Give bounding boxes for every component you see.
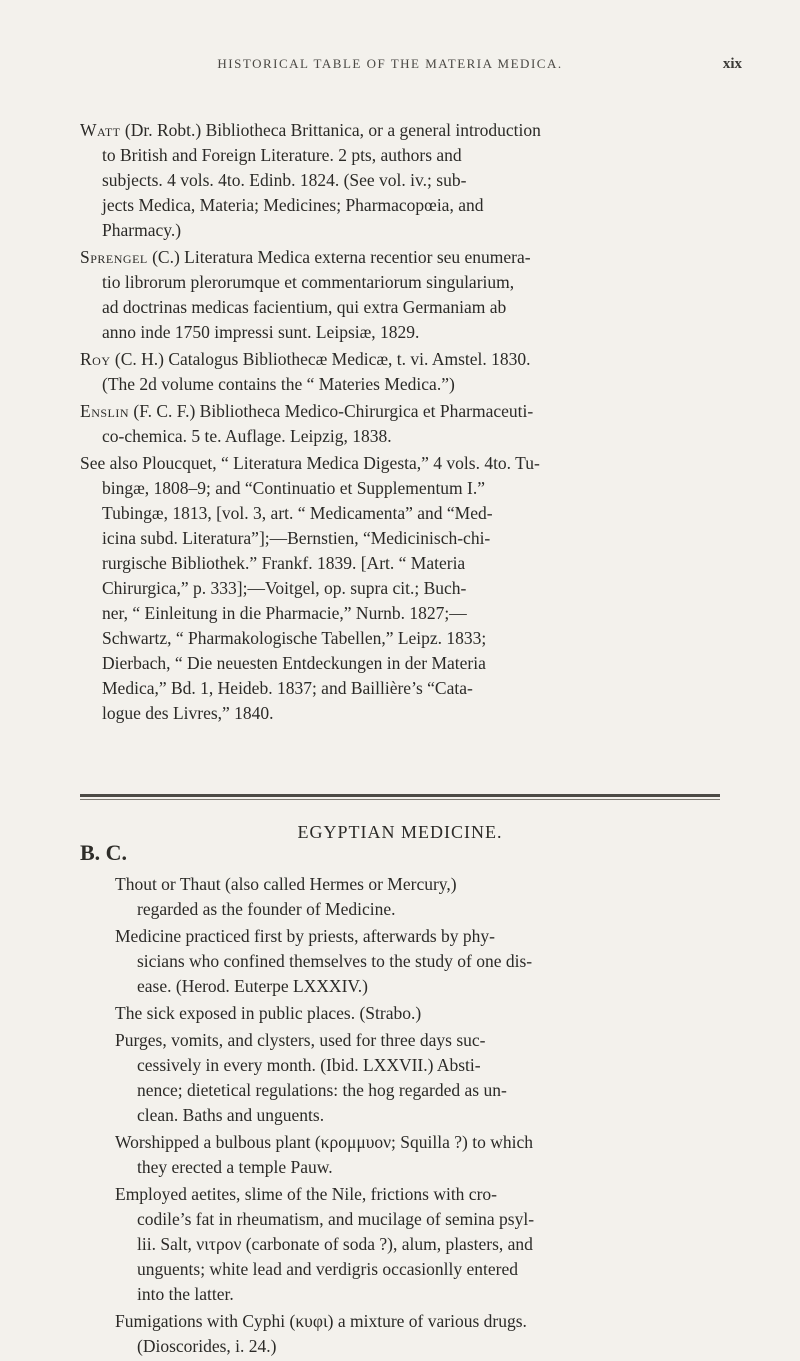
entry-line bbox=[80, 526, 730, 551]
entry-text: icina subd. Literatura”];—Bernstien, “Medicinisch-chi- bbox=[102, 528, 491, 548]
entry-text: See also Ploucquet, “ Literatura Medica Digesta,” 4 vols. 4to. Tu- bbox=[80, 453, 540, 473]
entry-line bbox=[80, 399, 730, 424]
page-number: xix bbox=[722, 56, 742, 72]
entry-line bbox=[80, 601, 730, 626]
entry-text: subjects. 4 vols. 4to. Edinb. 1824. (See vol. iv.; sub- bbox=[102, 170, 467, 190]
entry-line: Purges, vomits, and clysters, used for three days suc- bbox=[115, 1030, 486, 1050]
entry-line bbox=[80, 218, 730, 243]
entry-text: (Dr. Robt.) Bibliotheca Brittanica, or a general introduction bbox=[120, 120, 541, 140]
entry-text: logue des Livres,” 1840. bbox=[102, 703, 274, 723]
entry-line bbox=[80, 347, 730, 372]
entry-line bbox=[80, 701, 730, 726]
entry-line: lii. Salt, νιτρον (carbonate of soda ?), alum, plasters, and bbox=[137, 1234, 533, 1254]
entry-line bbox=[80, 295, 730, 320]
entry-text: Schwartz, “ Pharmakologische Tabellen,” Leipz. 1833; bbox=[102, 628, 487, 648]
entry-line: they erected a temple Pauw. bbox=[137, 1157, 333, 1177]
entry-line: (Dioscorides, i. 24.) bbox=[137, 1336, 277, 1356]
entry-line: clean. Baths and unguents. bbox=[137, 1105, 325, 1125]
author-name: Roy bbox=[80, 349, 111, 369]
entry-line bbox=[80, 424, 730, 449]
history-entry bbox=[115, 1309, 735, 1359]
section-divider bbox=[80, 794, 720, 797]
entry-line bbox=[80, 476, 730, 501]
entry-line bbox=[80, 245, 730, 270]
entry-text: tio librorum plerorumque et commentariorum singularium, bbox=[102, 272, 515, 292]
entry-line: Fumigations with Cyphi (κυφι) a mixture of various drugs. bbox=[115, 1311, 527, 1331]
entry-line bbox=[80, 118, 730, 143]
bibliography-entry bbox=[80, 399, 730, 449]
entry-line: nence; dietetical regulations: the hog regarded as un- bbox=[137, 1080, 507, 1100]
entry-text: Pharmacy.) bbox=[102, 220, 182, 240]
entry-line: regarded as the founder of Medicine. bbox=[137, 899, 396, 919]
entry-text: Tubingæ, 1813, [vol. 3, art. “ Medicamenta” and “Med- bbox=[102, 503, 493, 523]
entry-text: (The 2d volume contains the “ Materies Medica.”) bbox=[102, 374, 455, 394]
history-entry bbox=[115, 924, 735, 999]
entry-line: The sick exposed in public places. (Strabo.) bbox=[115, 1003, 422, 1023]
entry-text: rurgische Bibliothek.” Frankf. 1839. [Art. “ Materia bbox=[102, 553, 466, 573]
section-title: EGYPTIAN MEDICINE. bbox=[297, 822, 503, 842]
entry-text: (C.) Literatura Medica externa recentior seu enumera- bbox=[147, 247, 531, 267]
author-name: Watt bbox=[80, 120, 121, 140]
entry-line bbox=[80, 372, 730, 397]
history-entry bbox=[115, 1182, 735, 1307]
entry-line bbox=[80, 676, 730, 701]
running-head: HISTORICAL TABLE OF THE MATERIA MEDICA. bbox=[217, 56, 563, 71]
bibliography-entry bbox=[80, 118, 730, 243]
entry-line: Thout or Thaut (also called Hermes or Mercury,) bbox=[115, 874, 457, 894]
entry-line bbox=[80, 320, 730, 345]
entry-line bbox=[80, 270, 730, 295]
entry-text: jects Medica, Materia; Medicines; Pharmacopœia, and bbox=[102, 195, 484, 215]
section-divider-thin bbox=[80, 799, 720, 800]
entry-line: unguents; white lead and verdigris occasionlly entered bbox=[137, 1259, 518, 1279]
entry-line: into the latter. bbox=[137, 1284, 234, 1304]
history-entry bbox=[115, 1028, 735, 1128]
author-name: Sprengel bbox=[80, 247, 148, 267]
bibliography-entry bbox=[80, 347, 730, 397]
entry-line bbox=[80, 501, 730, 526]
author-name: Enslin bbox=[80, 401, 130, 421]
entry-text: bingæ, 1808–9; and “Continuatio et Supplementum I.” bbox=[102, 478, 486, 498]
bibliography-entry bbox=[80, 451, 730, 726]
entry-text: Chirurgica,” p. 333];—Voitgel, op. supra cit.; Buch- bbox=[102, 578, 467, 598]
entry-text: Medica,” Bd. 1, Heideb. 1837; and Baillière’s “Cata- bbox=[102, 678, 473, 698]
entry-text: to British and Foreign Literature. 2 pts, authors and bbox=[102, 145, 462, 165]
entry-line: Worshipped a bulbous plant (κρομμυον; Squilla ?) to which bbox=[115, 1132, 533, 1152]
bibliography-list bbox=[80, 118, 730, 728]
egyptian-medicine-list bbox=[115, 872, 735, 1361]
entry-line: cessively in every month. (Ibid. LXXVII.) Absti- bbox=[137, 1055, 481, 1075]
entry-text: ner, “ Einleitung in die Pharmacie,” Nurnb. 1827;— bbox=[102, 603, 467, 623]
era-label: B. C. bbox=[80, 840, 128, 865]
entry-line bbox=[80, 143, 730, 168]
entry-text: anno inde 1750 impressi sunt. Leipsiæ, 1829. bbox=[102, 322, 420, 342]
bibliography-entry bbox=[80, 245, 730, 345]
entry-line bbox=[80, 626, 730, 651]
entry-text: (F. C. F.) Bibliotheca Medico-Chirurgica et Pharmaceuti- bbox=[129, 401, 534, 421]
entry-line: codile’s fat in rheumatism, and mucilage of semina psyl- bbox=[137, 1209, 535, 1229]
history-entry bbox=[115, 1130, 735, 1180]
entry-line bbox=[80, 193, 730, 218]
entry-text: (C. H.) Catalogus Bibliothecæ Medicæ, t. vi. Amstel. 1830. bbox=[110, 349, 531, 369]
entry-line bbox=[80, 451, 730, 476]
history-entry bbox=[115, 872, 735, 922]
entry-line: Medicine practiced first by priests, afterwards by phy- bbox=[115, 926, 496, 946]
entry-text: Dierbach, “ Die neuesten Entdeckungen in der Materia bbox=[102, 653, 486, 673]
entry-line bbox=[80, 576, 730, 601]
entry-text: co-chemica. 5 te. Auflage. Leipzig, 1838. bbox=[102, 426, 392, 446]
entry-line bbox=[80, 551, 730, 576]
entry-line: ease. (Herod. Euterpe LXXXIV.) bbox=[137, 976, 368, 996]
entry-line bbox=[80, 168, 730, 193]
entry-line: sicians who confined themselves to the study of one dis- bbox=[137, 951, 533, 971]
entry-text: ad doctrinas medicas facientium, qui extra Germaniam ab bbox=[102, 297, 507, 317]
entry-line bbox=[80, 651, 730, 676]
history-entry bbox=[115, 1001, 735, 1026]
entry-line: Employed aetites, slime of the Nile, frictions with cro- bbox=[115, 1184, 497, 1204]
